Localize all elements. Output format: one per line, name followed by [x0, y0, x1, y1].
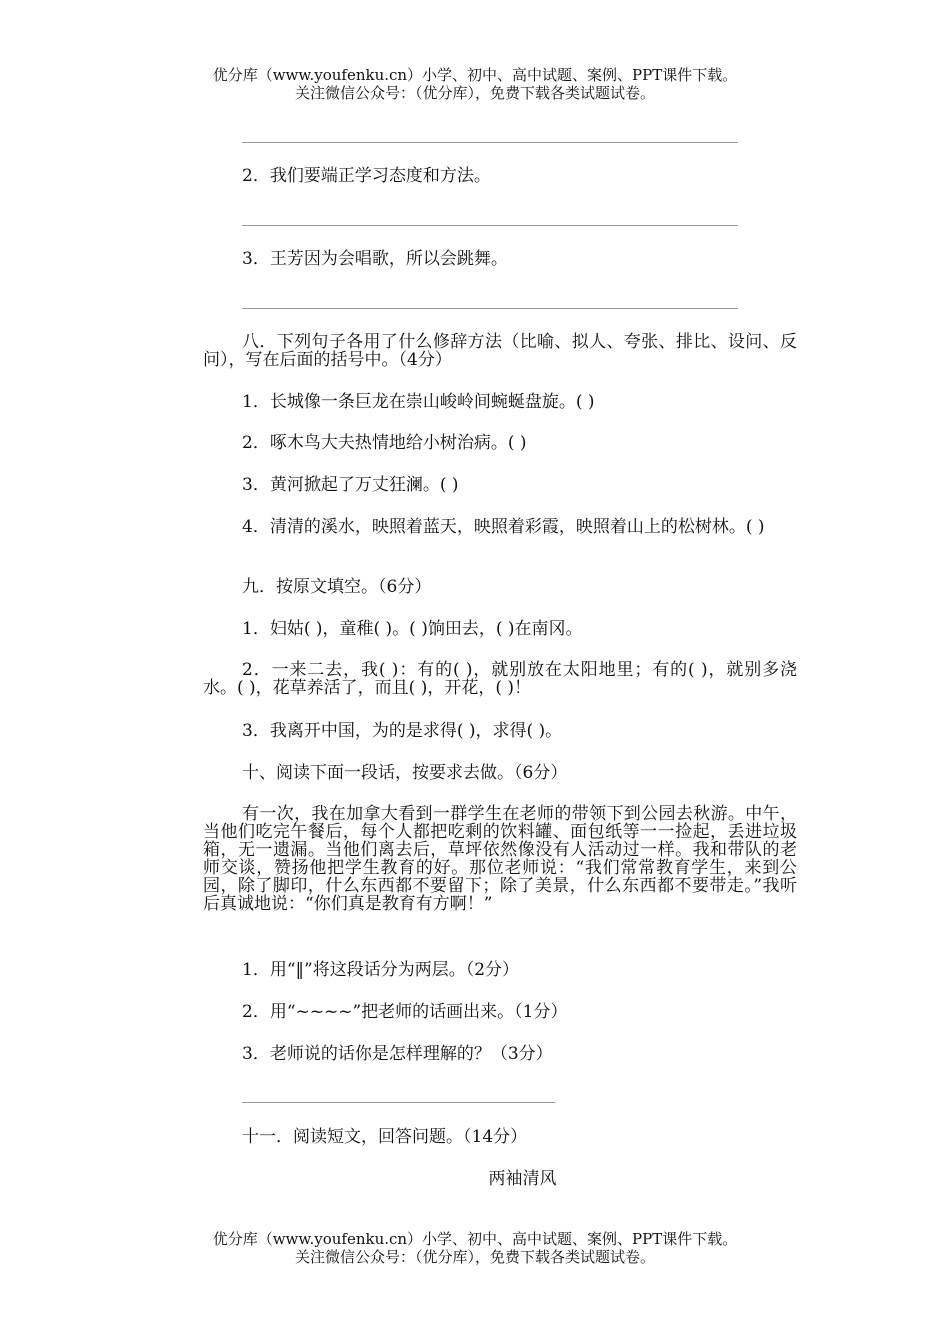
header-line-2: 关注微信公众号：（优分库），免费下载各类试题试卷。	[294, 84, 655, 102]
question-item: 1．长城像一条巨龙在崇山峻岭间蜿蜒盘旋。( )	[242, 392, 595, 412]
question-item: 2．我们要端正学习态度和方法。	[242, 166, 491, 186]
question-item: 2．用“~~~~”把老师的话画出来。（1分）	[242, 1002, 568, 1022]
question-item: 2．一来二去，我( )：有的( )，就别放在太阳地里；有的( )，就别多浇水。( )，花草养活了，而且( )，开花，( )！	[203, 660, 797, 698]
answer-line	[242, 308, 738, 309]
page-header	[0, 66, 950, 102]
footer-line-2: 关注微信公众号：（优分库），免费下载各类试题试卷。	[294, 1248, 655, 1266]
question-item: 4．清清的溪水，映照着蓝天，映照着彩霞，映照着山上的松树林。( )	[242, 517, 765, 537]
question-item: 1．用“‖”将这段话分为两层。（2分）	[242, 960, 520, 980]
question-item: 2．啄木鸟大夫热情地给小树治病。( )	[242, 433, 527, 453]
question-item: 3．黄河掀起了万丈狂澜。( )	[242, 475, 459, 495]
section-heading: 九．按原文填空。（6分）	[242, 577, 432, 597]
reading-passage: 有一次，我在加拿大看到一群学生在老师的带领下到公园去秋游。中午，当他们吃完午餐后，每个人都把吃剩的饮料罐、面包纸等一一捡起，丢进垃圾箱，无一遗漏。当他们离去后，草坪依然像没有人活动过一样。我和带队的老师交谈，赞扬他把学生教育的好。那位老师说：“我们常常教育学生，来到公园，除了脚印，什么东西都不要留下；除了美景，什么东西都不要带走。”我听后真诚地说：“你们真是教育有方啊！”	[203, 804, 797, 914]
story-title: 两袖清风	[488, 1169, 557, 1189]
answer-line	[242, 142, 738, 143]
question-item: 3．王芳因为会唱歌，所以会跳舞。	[242, 249, 508, 269]
section-heading: 八．下列句子各用了什么修辞方法（比喻、拟人、夸张、排比、设问、反问），写在后面的括号中。（4分）	[203, 332, 797, 370]
footer-line-1: 优分库（www.youfenku.cn）小学、初中、高中试题、案例、PPT课件下载。	[212, 1230, 738, 1248]
section-heading: 十一．阅读短文，回答问题。（14分）	[242, 1127, 528, 1147]
question-item: 3．老师说的话你是怎样理解的？（3分）	[242, 1044, 553, 1064]
question-item: 3．我离开中国，为的是求得( )，求得( )。	[242, 721, 563, 741]
header-line-1: 优分库（www.youfenku.cn）小学、初中、高中试题、案例、PPT课件下载。	[212, 66, 738, 84]
question-item: 1．妇姑( )，童稚( )。( )饷田去，( )在南冈。	[242, 619, 583, 639]
answer-line	[242, 225, 738, 226]
page-footer	[0, 1230, 950, 1266]
section-heading: 十、阅读下面一段话，按要求去做。（6分）	[242, 763, 568, 783]
answer-line	[242, 1102, 555, 1103]
